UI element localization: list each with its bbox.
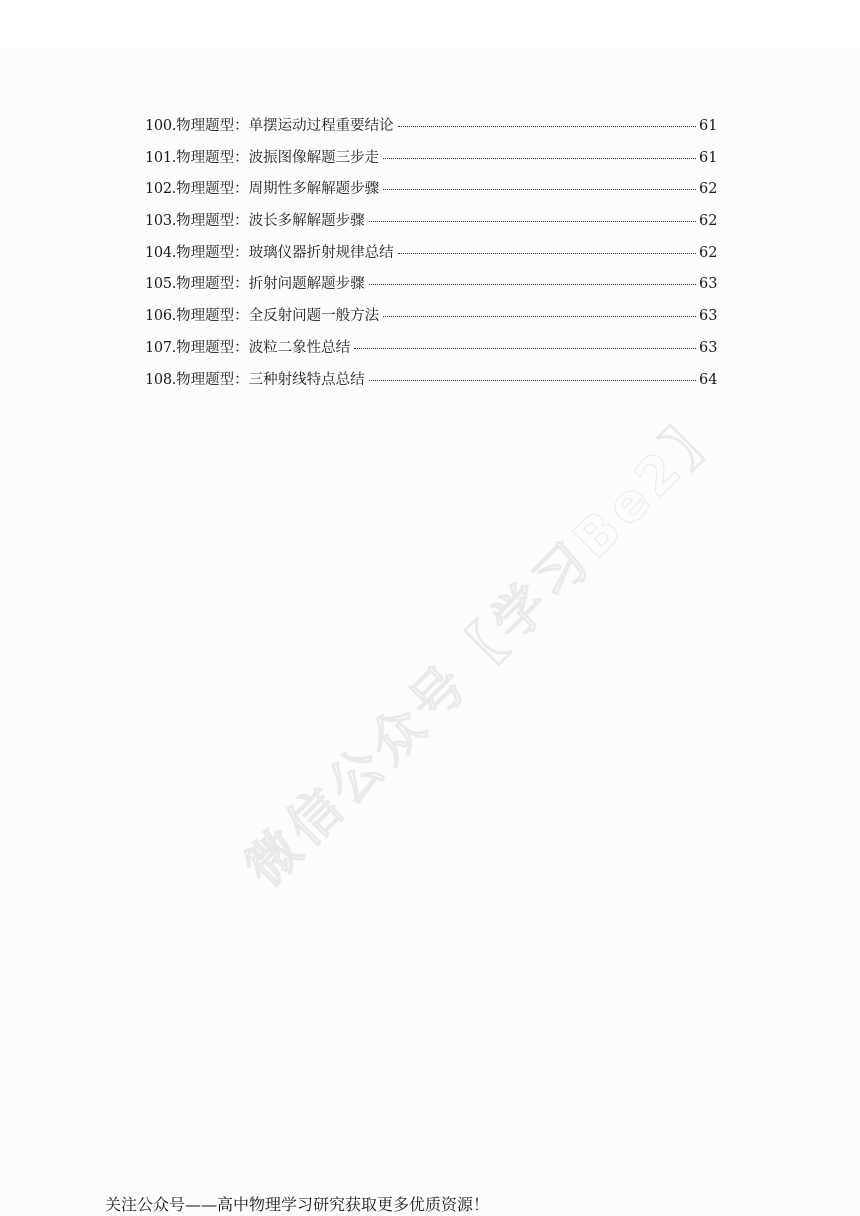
toc-entry-title: 物理题型：玻璃仪器折射规律总结	[176, 244, 394, 261]
toc-entry-number: 107.	[145, 339, 177, 356]
toc-entry[interactable]	[145, 336, 717, 368]
toc-entry-number: 103.	[145, 213, 177, 230]
toc-entry-page: 61	[699, 118, 718, 134]
toc-entry[interactable]	[145, 209, 717, 241]
toc-entry-number: 108.	[145, 371, 177, 388]
page-footer: 关注公众号——高中物理学习研究获取更多优质资源！	[105, 1195, 490, 1214]
toc-entry[interactable]	[145, 368, 717, 400]
toc-dot-leader	[398, 253, 696, 254]
toc-dot-leader	[383, 158, 696, 159]
table-of-contents	[145, 114, 717, 399]
toc-entry-page: 61	[699, 149, 718, 166]
toc-dot-leader	[383, 189, 696, 190]
document-page	[0, 48, 860, 1216]
toc-entry-title: 物理题型：波振图像解题三步走	[176, 149, 380, 166]
toc-entry-number: 104.	[145, 244, 177, 261]
toc-entry-page: 62	[699, 213, 718, 230]
toc-entry-number: 101.	[145, 149, 177, 166]
toc-entry-page: 62	[699, 181, 718, 198]
toc-dot-leader	[369, 380, 696, 381]
toc-entry-page: 63	[699, 339, 718, 356]
toc-entry-number: 106.	[145, 308, 177, 325]
toc-entry-title: 物理题型：波长多解解题步骤	[176, 213, 365, 230]
toc-dot-leader	[369, 284, 696, 285]
toc-entry-page: 63	[699, 308, 718, 325]
toc-entry-title: 物理题型：波粒二象性总结	[176, 339, 351, 356]
toc-entry-page: 63	[699, 276, 718, 293]
toc-dot-leader	[354, 348, 696, 349]
toc-entry-number: 100.	[145, 118, 177, 134]
toc-dot-leader	[369, 221, 696, 222]
toc-entry-page: 64	[699, 371, 718, 388]
toc-entry-number: 105.	[145, 276, 177, 293]
toc-entry[interactable]	[145, 114, 717, 146]
toc-entry[interactable]	[145, 272, 717, 304]
toc-entry-title: 物理题型：折射问题解题步骤	[176, 276, 365, 293]
toc-entry-number: 102.	[145, 181, 177, 198]
toc-entry-title: 物理题型：全反射问题一般方法	[176, 308, 380, 325]
toc-entry[interactable]	[145, 304, 717, 336]
toc-dot-leader	[383, 316, 696, 317]
toc-entry-title: 物理题型：周期性多解解题步骤	[176, 181, 380, 198]
toc-entry-title: 物理题型：单摆运动过程重要结论	[176, 118, 394, 134]
toc-entry[interactable]	[145, 146, 717, 178]
toc-entry[interactable]	[145, 177, 717, 209]
toc-dot-leader	[398, 126, 696, 127]
toc-entry-page: 62	[699, 244, 718, 261]
toc-entry-title: 物理题型：三种射线特点总结	[176, 371, 365, 388]
watermark: 微信公众号【学习Be2】	[234, 395, 738, 899]
toc-entry[interactable]	[145, 241, 717, 273]
